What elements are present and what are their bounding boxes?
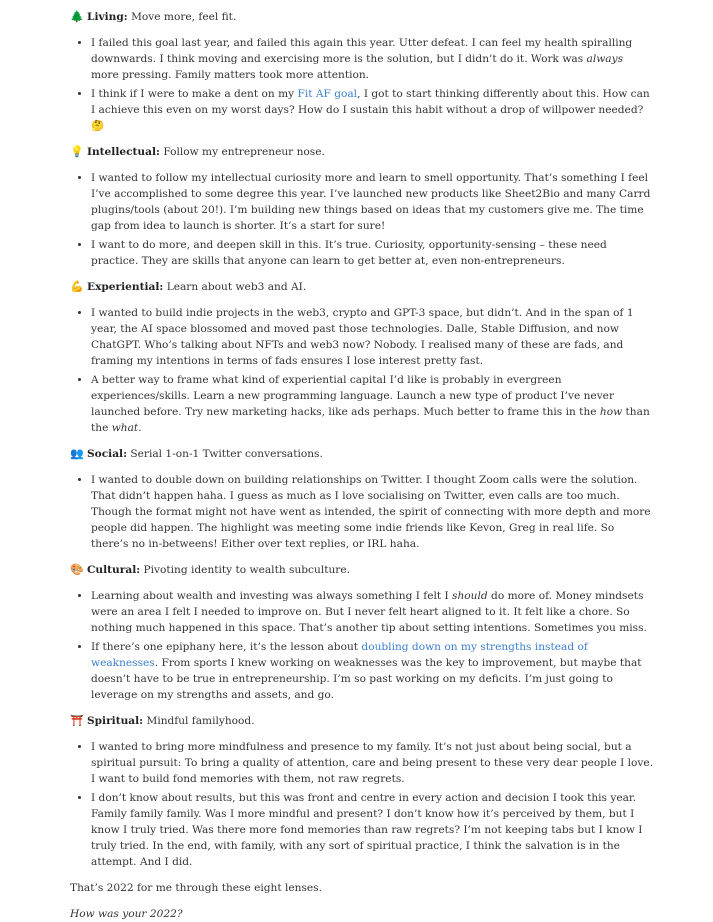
section-label: Social: <box>87 448 127 460</box>
section-heading <box>70 9 654 25</box>
list-item <box>91 372 654 436</box>
section-tagline: Serial 1-on-1 Twitter conversations. <box>130 448 323 460</box>
section-label: Experiential: <box>87 281 164 293</box>
flexed-biceps-icon: 💪 <box>70 280 84 293</box>
list-item <box>91 305 654 369</box>
text-run: , I got to start thinking differently about this. How can I achieve this even on my worst days? How do I sustain this habit without a drop of willpower needed? 🤔 <box>91 88 650 132</box>
section-tagline: Move more, feel fit. <box>131 11 237 23</box>
text-run: I think if I were to make a dent on my <box>91 88 298 100</box>
list-item <box>91 86 654 134</box>
section-label: Living: <box>87 11 128 23</box>
text-run: I wanted to double down on building relationships on Twitter. I thought Zoom calls were the solution. That didn’t happen haha. I guess as much as I love socialising on Twitter, even calls are too much. Though the format might not have went as intended, the spirit of connecting with more depth and more people did happen. The highlight was meeting some indie friends like Kevon, Greg in real life. So there’s no in-betweens! Either over text replies, or IRL haha. <box>91 474 651 550</box>
list-item <box>91 237 654 269</box>
closing-line: That’s 2022 for me through these eight lenses. <box>70 882 322 894</box>
text-run: do more of. Money mindsets were an area I felt I needed to improve on. But I never felt heart aligned to it. It felt like a chore. So nothing much happened in this space. That’s another tip about setting intentions. Sometimes you miss. <box>91 590 647 634</box>
section-label: Spiritual: <box>87 715 144 727</box>
section-label: Intellectual: <box>87 146 160 158</box>
list-item <box>91 35 654 83</box>
text-run: than the <box>91 406 650 434</box>
section-bullet-list <box>70 739 654 870</box>
text-run: A better way to frame what kind of experiential capital I’d like is probably in evergreen experiences/skills. Learn a new programming language. Launch a new type of product I’ve never launched before. Try new marketing hacks, like ads perhaps. Much better to frame this in the <box>91 374 615 418</box>
text-run: I don’t know about results, but this was front and centre in every action and decision I took this year. Family family family. Was I more mindful and present? I don’t know how it’s perceived by them, but I know I truly tried. Was there more fond memories than raw regrets? I’m not keeping tabs but I know I truly tried. In the end, with family, with any sort of spiritual practice, I think the salvation is in the attempt. And I did. <box>91 792 643 868</box>
section-bullet-list <box>70 170 654 269</box>
section-tagline: Learn about web3 and AI. <box>166 281 307 293</box>
closing-question <box>70 906 654 922</box>
tree-icon: 🌲 <box>70 10 84 23</box>
text-run: Learning about wealth and investing was always something I felt I <box>91 590 453 602</box>
section-heading <box>70 144 654 160</box>
spacer <box>70 896 654 906</box>
section-heading <box>70 713 654 729</box>
section-heading <box>70 279 654 295</box>
text-run: I wanted to build indie projects in the web3, crypto and GPT-3 space, but didn’t. And in the span of 1 year, the AI space blossomed and moved past those technologies. Dalle, Stable Diffusion, and now ChatGPT. Who’s talking about NFTs and web3 now? Nobody. I realised many of these are fads, and framing my intentions in terms of fads ensures I lose interest pretty fast. <box>91 307 634 367</box>
text-run: I wanted to bring more mindfulness and presence to my family. It’s not just about being social, but a spiritual pursuit: To bring a quality of attention, care and being present to these very dear people I love. I want to build fond memories with them, not raw regrets. <box>91 741 654 785</box>
inline-link[interactable]: doubling down on my strengths instead of weaknesses <box>91 641 588 669</box>
section-bullet-list <box>70 472 654 552</box>
closing-question-text: How was your 2022? <box>70 908 183 920</box>
section-bullet-list <box>70 35 654 134</box>
list-item <box>91 639 654 703</box>
section-heading <box>70 446 654 462</box>
text-run: I wanted to follow my intellectual curiosity more and learn to smell opportunity. That’s something I feel I’ve accomplished to some degree this year. I’ve launched new products like Sheet2Bio and many Carrd plugins/tools (about 20!). I’m building new things based on ideas that my customers give me. The time gap from idea to launch is shorter. It’s a start for sure! <box>91 172 651 232</box>
emphasis-text: should <box>452 590 488 602</box>
section-tagline: Mindful familyhood. <box>146 715 255 727</box>
list-item <box>91 588 654 636</box>
text-run: . From sports I knew working on weaknesses was the key to improvement, but maybe that doesn’t have to be true in entrepreneurship. I’m so past working on my deficits. I’m just going to leverage on my strengths and assets, and go. <box>91 657 642 701</box>
lightbulb-icon: 💡 <box>70 145 84 158</box>
emphasis-text: always <box>586 53 624 65</box>
article-body <box>70 9 654 922</box>
section-tagline: Pivoting identity to wealth subculture. <box>143 564 350 576</box>
list-item <box>91 170 654 234</box>
list-item <box>91 472 654 552</box>
text-run: I want to do more, and deepen skill in this. It’s true. Curiosity, opportunity-sensing – these need practice. They are skills that anyone can learn to get better at, even non-entrepreneurs. <box>91 239 607 267</box>
list-item <box>91 790 654 870</box>
section-bullet-list <box>70 588 654 703</box>
shrine-gate-icon: ⛩️ <box>70 714 84 727</box>
section-tagline: Follow my entrepreneur nose. <box>163 146 325 158</box>
list-item <box>91 739 654 787</box>
inline-link[interactable]: Fit AF goal <box>297 88 358 100</box>
emphasis-text: how <box>599 406 623 418</box>
section-bullet-list <box>70 305 654 436</box>
text-run: more pressing. Family matters took more attention. <box>91 69 370 81</box>
emphasis-text: what <box>111 422 139 434</box>
section-heading <box>70 562 654 578</box>
section-label: Cultural: <box>87 564 141 576</box>
text-run: I failed this goal last year, and failed this again this year. Utter defeat. I can feel my health spiralling downwards. I think moving and exercising more is the solution, but I didn’t do it. Work was <box>91 37 633 65</box>
people-icon: 👥 <box>70 447 84 460</box>
text-run: . <box>138 422 142 434</box>
text-run: If there’s one epiphany here, it’s the lesson about <box>91 641 362 653</box>
palette-icon: 🎨 <box>70 563 84 576</box>
